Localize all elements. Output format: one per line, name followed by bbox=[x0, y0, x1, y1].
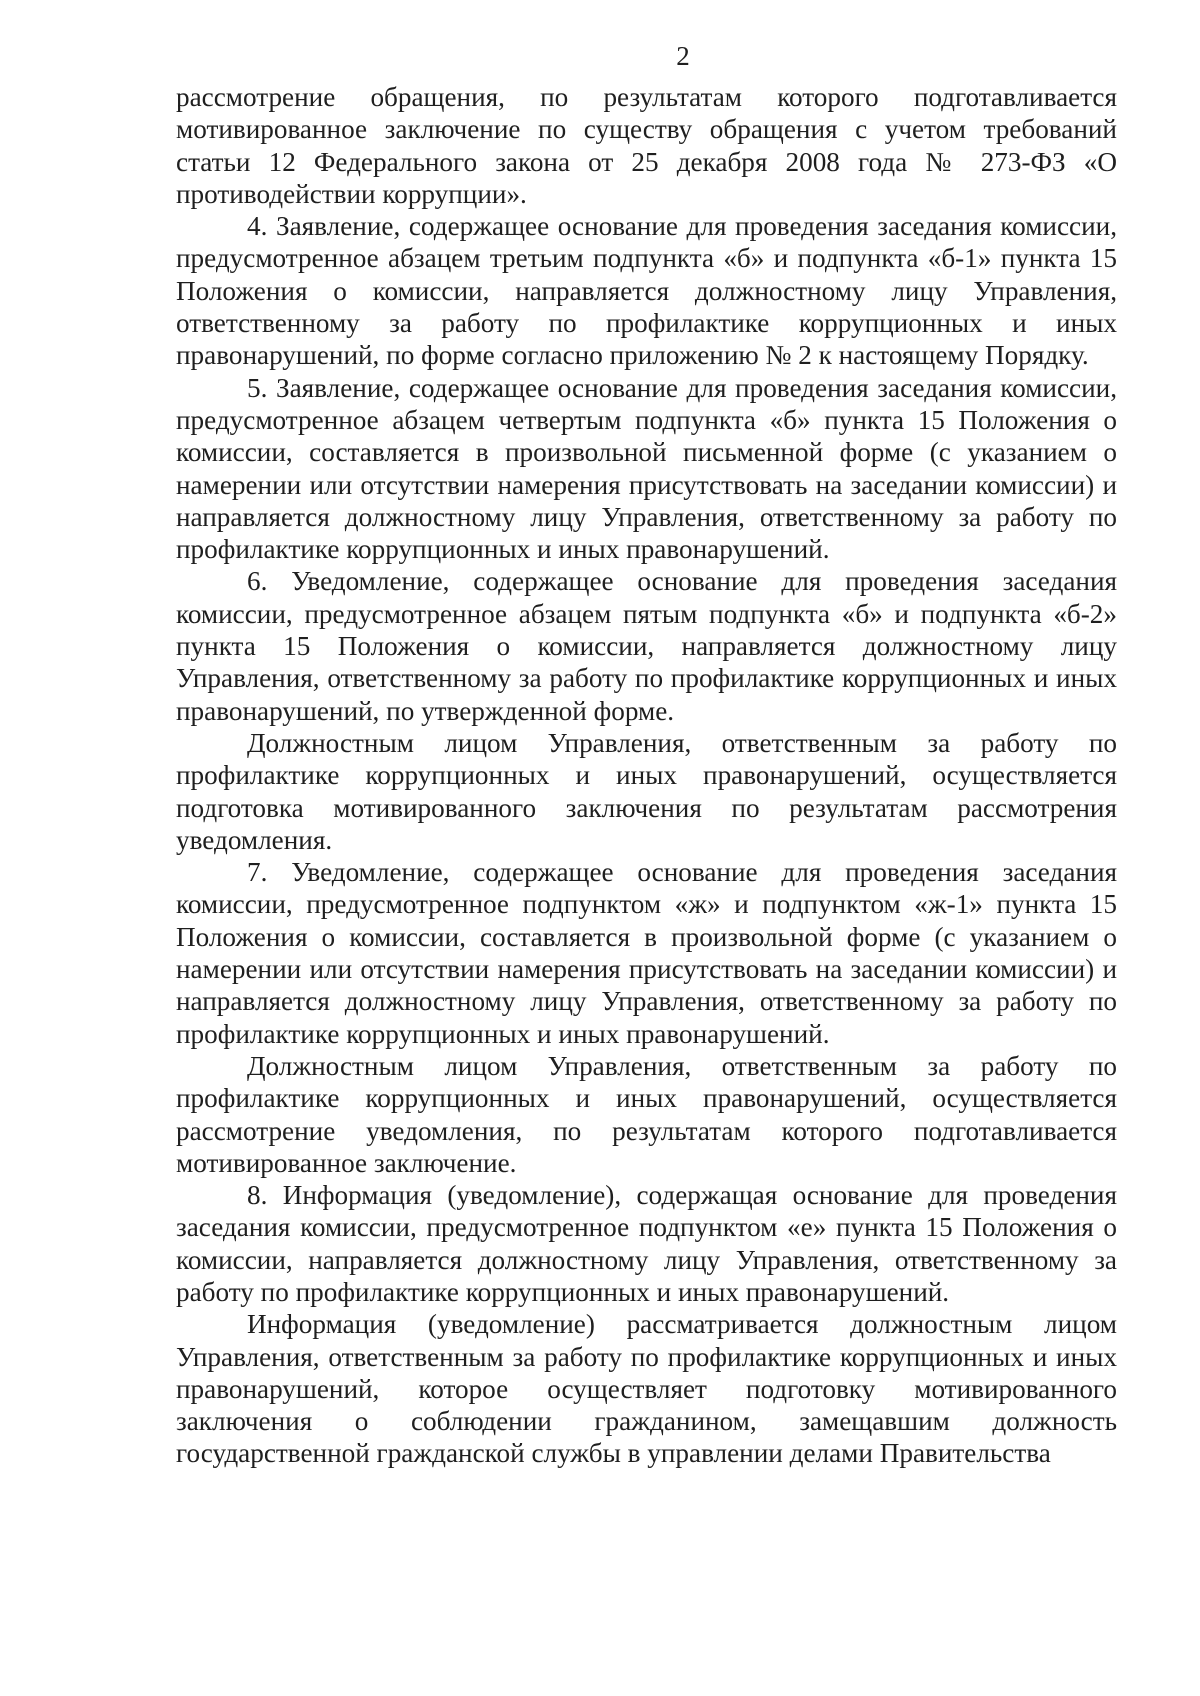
paragraph-item-7: 7. Уведомление, содержащее основание для проведения заседания комиссии, предусмотренное подпунктом «ж» и подпунктом «ж-1» пункта 15 Положения о комиссии, составляется в произвольной форме (с указанием о намерении или отсутствии намерения присутствовать на заседании комиссии) и направляется должностному лицу Управления, ответственному за работу по профилактике коррупционных и иных правонарушений. bbox=[176, 857, 1117, 1049]
paragraph-item-6: 6. Уведомление, содержащее основание для проведения заседания комиссии, предусмотренное абзацем пятым подпункта «б» и подпункта «б-2» пункта 15 Положения о комиссии, направляется должностному лицу Управления, ответственному за работу по профилактике коррупционных и иных правонарушений, по утвержденной форме. bbox=[176, 566, 1117, 726]
paragraph-item-5: 5. Заявление, содержащее основание для проведения заседания комиссии, предусмотренное абзацем четвертым подпункта «б» пункта 15 Положения о комиссии, составляется в произвольной письменной форме (с указанием о намерении или отсутствии намерения присутствовать на заседании комиссии) и направляется должностному лицу Управления, ответственному за работу по профилактике коррупционных и иных правонарушений. bbox=[176, 372, 1117, 565]
paragraph-item-7-note: Должностным лицом Управления, ответственным за работу по профилактике коррупционных и иных правонарушений, осуществляется рассмотрение уведомления, по результатам которого подготавливается мотивированное заключение. bbox=[176, 1050, 1117, 1178]
paragraph-item-6-note: Должностным лицом Управления, ответственным за работу по профилактике коррупционных и иных правонарушений, осуществляется подготовка мотивированного заключения по результатам рассмотрения уведомления. bbox=[176, 727, 1117, 855]
paragraph-item-8: 8. Информация (уведомление), содержащая основание для проведения заседания комиссии, предусмотренное подпунктом «е» пункта 15 Положения о комиссии, направляется должностному лицу Управления, ответственному за работу по профилактике коррупционных и иных правонарушений. bbox=[176, 1180, 1117, 1307]
page-number: 2 bbox=[676, 41, 690, 71]
paragraph-item-4: 4. Заявление, содержащее основание для проведения заседания комиссии, предусмотренное абзацем третьим подпункта «б» и подпункта «б-1» пункта 15 Положения о комиссии, направляется должностному лицу Управления, ответственному за работу по профилактике коррупционных и иных правонарушений, по форме согласно приложению № 2 к настоящему Порядку. bbox=[176, 211, 1117, 371]
document-body bbox=[176, 81, 1117, 1470]
paragraph-continuation: рассмотрение обращения, по результатам которого подготавливается мотивированное заключение по существу обращения с учетом требований статьи 12 Федерального закона от 25 декабря 2008 года № 273-ФЗ «О противодействии коррупции». bbox=[176, 82, 1117, 209]
paragraph-item-8-note: Информация (уведомление) рассматривается должностным лицом Управления, ответственным за работу по профилактике коррупционных и иных правонарушений, которое осуществляет подготовку мотивированного заключения о соблюдении гражданином, замещавшим должность государственной гражданской службы в управлении делами Правительства bbox=[176, 1309, 1117, 1469]
